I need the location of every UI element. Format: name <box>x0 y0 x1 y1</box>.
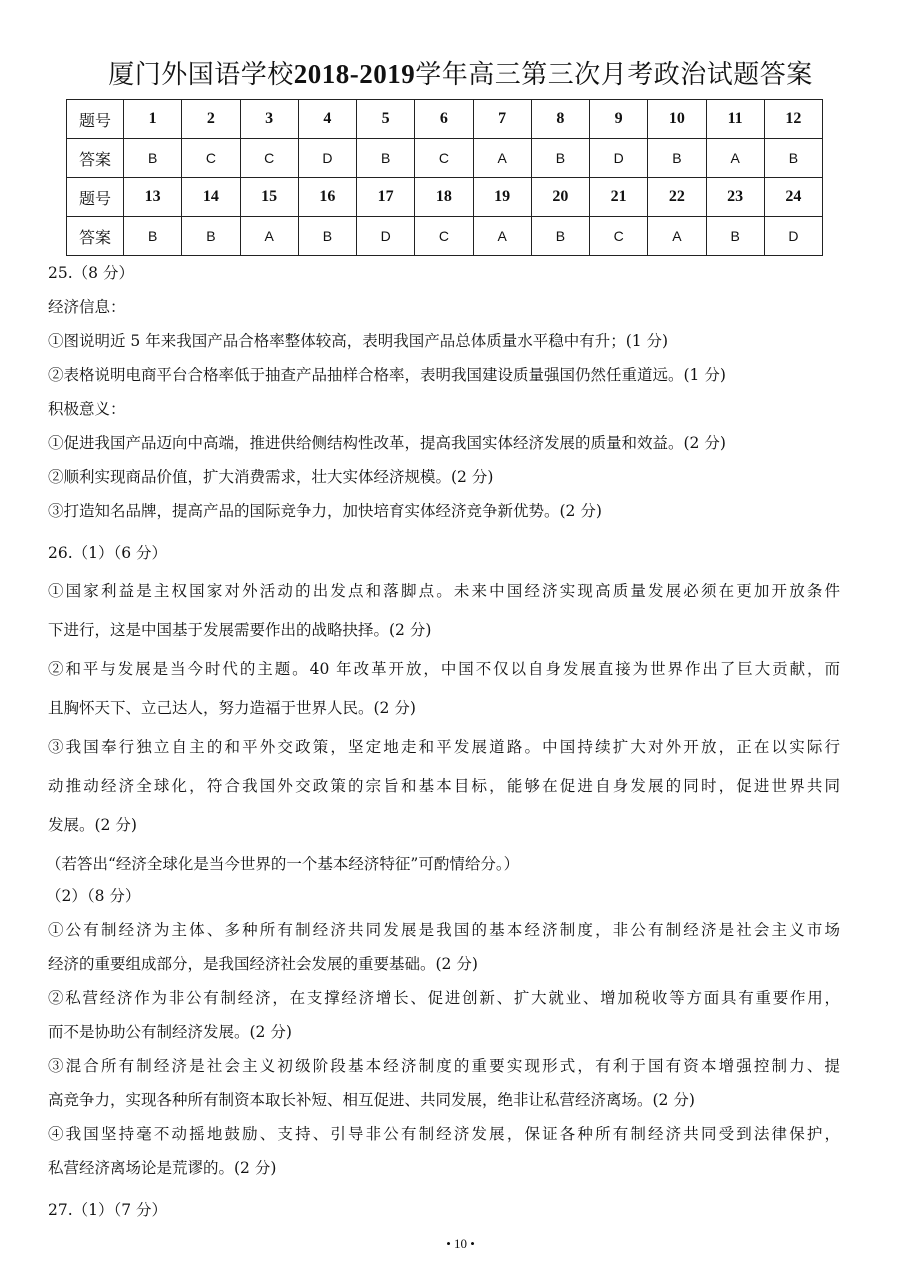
text-line: 积极意义： <box>48 400 126 418</box>
question-number-cell: 13 <box>124 178 182 217</box>
answer-cell: B <box>124 217 182 256</box>
question-number-cell: 5 <box>357 100 415 139</box>
question-number-cell: 1 <box>124 100 182 139</box>
row-header-answer: 答案 <box>67 217 124 256</box>
text-line: ①国家利益是主权国家对外活动的出发点和落脚点。未来中国经济实现高质量发展必须在更加开放条件 <box>48 582 840 600</box>
question-number-cell: 6 <box>415 100 473 139</box>
question-number-cell: 21 <box>590 178 648 217</box>
table-row <box>67 139 823 178</box>
text-line: ②私营经济作为非公有制经济，在支撑经济增长、促进创新、扩大就业、增加税收等方面具有重要作用， <box>48 989 840 1007</box>
answer-cell: B <box>531 139 589 178</box>
answer-cell: B <box>298 217 356 256</box>
question-number-cell: 11 <box>706 100 764 139</box>
text-line: ①图说明近 5 年来我国产品合格率整体较高，表明我国产品总体质量水平稳中有升；(1 分) <box>48 332 669 350</box>
question-number-cell: 17 <box>357 178 415 217</box>
answer-cell: D <box>590 139 648 178</box>
question-number-cell: 10 <box>648 100 706 139</box>
question-number-cell: 7 <box>473 100 531 139</box>
text-line: 经济的重要组成部分，是我国经济社会发展的重要基础。(2 分) <box>48 955 478 973</box>
text-line: 25.（8 分） <box>48 264 134 282</box>
question-number-cell: 2 <box>182 100 240 139</box>
row-header-question: 题号 <box>67 178 124 217</box>
title-school: 厦门外国语学校 <box>108 60 294 90</box>
page-title <box>0 54 921 91</box>
answer-cell: A <box>473 139 531 178</box>
answer-cell: C <box>240 139 298 178</box>
answer-cell: C <box>590 217 648 256</box>
question-number-cell: 8 <box>531 100 589 139</box>
answer-cell: C <box>415 217 473 256</box>
answer-cell: B <box>357 139 415 178</box>
text-line: ②表格说明电商平台合格率低于抽查产品抽样合格率，表明我国建设质量强国仍然任重道远。(1 分) <box>48 366 726 384</box>
title-year: 2018-2019 <box>293 59 416 89</box>
answer-cell: A <box>648 217 706 256</box>
question-number-cell: 3 <box>240 100 298 139</box>
question-number-cell: 24 <box>764 178 822 217</box>
answer-cell: B <box>124 139 182 178</box>
text-line: 私营经济离场论是荒谬的。(2 分) <box>48 1159 277 1177</box>
text-line: ③我国奉行独立自主的和平外交政策，坚定地走和平发展道路。中国持续扩大对外开放，正在以实际行 <box>48 738 840 756</box>
answer-cell: D <box>764 217 822 256</box>
text-line: ②顺利实现商品价值，扩大消费需求，壮大实体经济规模。(2 分) <box>48 468 494 486</box>
answer-cell: C <box>182 139 240 178</box>
answer-cell: C <box>415 139 473 178</box>
row-header-answer: 答案 <box>67 139 124 178</box>
question-number-cell: 9 <box>590 100 648 139</box>
text-line: ①促进我国产品迈向中高端，推进供给侧结构性改革，提高我国实体经济发展的质量和效益。(2 分) <box>48 434 726 452</box>
question-number-cell: 18 <box>415 178 473 217</box>
text-line: ③打造知名品牌，提高产品的国际竞争力，加快培育实体经济竞争新优势。(2 分) <box>48 502 602 520</box>
answer-cell: B <box>182 217 240 256</box>
text-line: 经济信息： <box>48 298 126 316</box>
table-row <box>67 178 823 217</box>
text-line: ①公有制经济为主体、多种所有制经济共同发展是我国的基本经济制度，非公有制经济是社会主义市场 <box>48 921 840 939</box>
question-number-cell: 4 <box>298 100 356 139</box>
question-number-cell: 19 <box>473 178 531 217</box>
text-line: ③混合所有制经济是社会主义初级阶段基本经济制度的重要实现形式，有利于国有资本增强控制力、提 <box>48 1057 840 1075</box>
text-line: 26.（1）（6 分） <box>48 544 168 562</box>
text-line: 27.（1）（7 分） <box>48 1201 168 1219</box>
text-line: 且胸怀天下、立己达人，努力造福于世界人民。(2 分) <box>48 699 416 717</box>
row-header-question: 题号 <box>67 100 124 139</box>
answer-cell: D <box>298 139 356 178</box>
answer-cell: A <box>473 217 531 256</box>
question-number-cell: 22 <box>648 178 706 217</box>
answer-table <box>66 99 823 256</box>
table-row <box>67 217 823 256</box>
answer-cell: D <box>357 217 415 256</box>
question-number-cell: 16 <box>298 178 356 217</box>
table-row <box>67 100 823 139</box>
text-line: （若答出“经济全球化是当今世界的一个基本经济特征”可酌情给分。） <box>46 855 520 873</box>
answer-cell: B <box>531 217 589 256</box>
question-number-cell: 23 <box>706 178 764 217</box>
text-line: ②和平与发展是当今时代的主题。40 年改革开放，中国不仅以自身发展直接为世界作出了巨大贡献，而 <box>48 660 840 678</box>
question-number-cell: 20 <box>531 178 589 217</box>
question-number-cell: 12 <box>764 100 822 139</box>
text-line: ④我国坚持毫不动摇地鼓励、支持、引导非公有制经济发展，保证各种所有制经济共同受到法律保护， <box>48 1125 840 1143</box>
answer-cell: A <box>240 217 298 256</box>
answer-cell: B <box>764 139 822 178</box>
text-line: 动推动经济全球化，符合我国外交政策的宗旨和基本目标，能够在促进自身发展的同时，促进世界共同 <box>48 777 840 795</box>
answer-cell: B <box>706 217 764 256</box>
text-line: 高竞争力，实现各种所有制资本取长补短、相互促进、共同发展，绝非让私营经济离场。(2 分) <box>48 1091 695 1109</box>
question-number-cell: 15 <box>240 178 298 217</box>
answer-cell: A <box>706 139 764 178</box>
text-line: 下进行，这是中国基于发展需要作出的战略抉择。(2 分) <box>48 621 432 639</box>
answer-cell: B <box>648 139 706 178</box>
text-line: 发展。(2 分) <box>48 816 137 834</box>
text-line: （2）（8 分） <box>46 887 141 905</box>
page-number: • 10 • <box>446 1236 475 1251</box>
text-line: 而不是协助公有制经济发展。(2 分) <box>48 1023 292 1041</box>
question-number-cell: 14 <box>182 178 240 217</box>
title-text: 学年高三第三次月考政治试题答案 <box>415 60 813 90</box>
